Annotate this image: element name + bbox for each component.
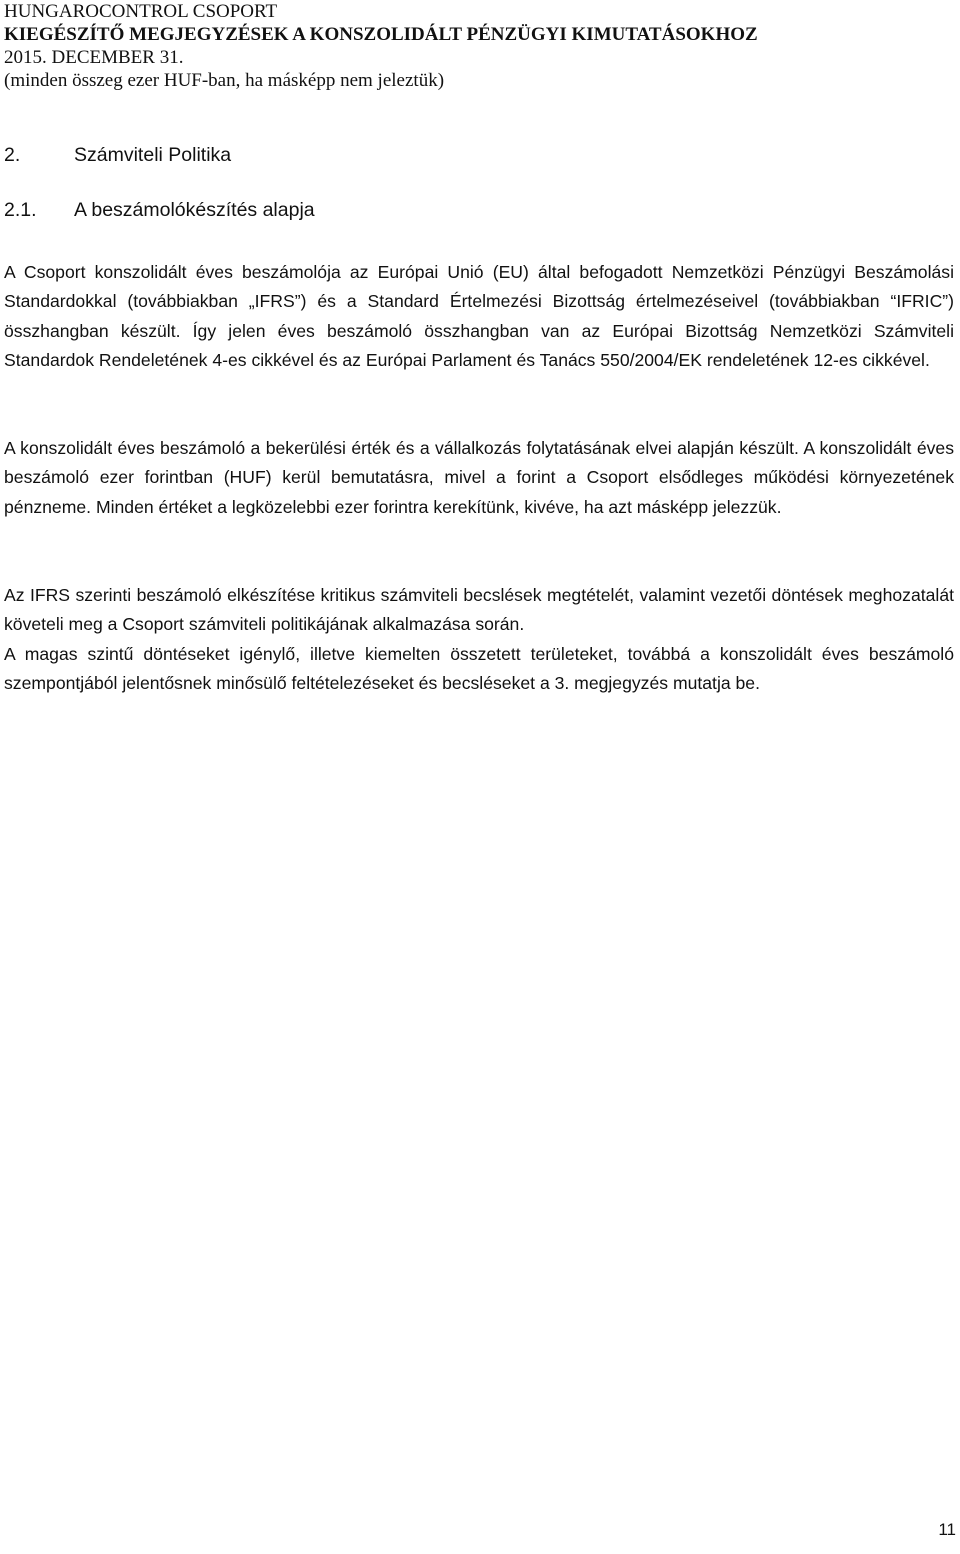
- paragraph-critical-estimates: Az IFRS szerinti beszámoló elkészítése kritikus számviteli becslések megtételét, valamint vezetői döntések meghozatalát követeli meg a Csoport számviteli politikájának alkalmazása során.: [4, 585, 954, 635]
- subsection-heading: [4, 196, 315, 224]
- section-title: Számviteli Politika: [74, 144, 232, 166]
- section-number: 2.: [4, 144, 21, 166]
- subsection-title: A beszámolókészítés alapja: [74, 199, 315, 221]
- subsection-number: 2.1.: [4, 199, 37, 221]
- paragraph-measurement-basis: A konszolidált éves beszámoló a bekerülési érték és a vállalkozás folytatásának elvei alapján készült. A konszolidált éves beszámoló ezer forintban (HUF) kerül bemutatásra, mivel a forint a Csoport elsődleges működési környezetének pénzneme. Minden értéket a legközelebbi ezer forintra kerekítünk, kivéve, ha azt másképp jelezzük.: [4, 438, 954, 517]
- section-heading: [4, 141, 231, 169]
- report-date: 2015. DECEMBER 31.: [4, 47, 184, 68]
- document-title: KIEGÉSZÍTŐ MEGJEGYZÉSEK A KONSZOLIDÁLT PÉNZÜGYI KIMUTATÁSOKHOZ: [4, 24, 758, 45]
- page-header: [4, 0, 956, 92]
- paragraph-ifrs-basis: A Csoport konszolidált éves beszámolója az Európai Unió (EU) által befogadott Nemzetközi Pénzügyi Beszámolási Standardokkal (továbbiakban „IFRS”) és a Standard Értelmezési Bizottság értelmezéseivel (továbbiakban “IFRIC”) összhangban készült. Így jelen éves beszámoló összhangban van az Európai Bizottság Nemzetközi Számviteli Standardok Rendeletének 4-es cikkével és az Európai Parlament és Tanács 550/2004/EK rendeletének 12-es cikkével.: [4, 262, 954, 371]
- page-number: 11: [938, 1520, 956, 1539]
- currency-note: (minden összeg ezer HUF-ban, ha másképp nem jeleztük): [4, 70, 445, 91]
- company-name: HUNGAROCONTROL CSOPORT: [4, 1, 278, 22]
- paragraph-significant-judgements: A magas szintű döntéseket igénylő, illetve kiemelten összetett területeket, továbbá a konszolidált éves beszámoló szempontjából jelentősnek minősülő feltételezéseket és becsléseket a 3. megjegyzés mutatja be.: [4, 644, 954, 694]
